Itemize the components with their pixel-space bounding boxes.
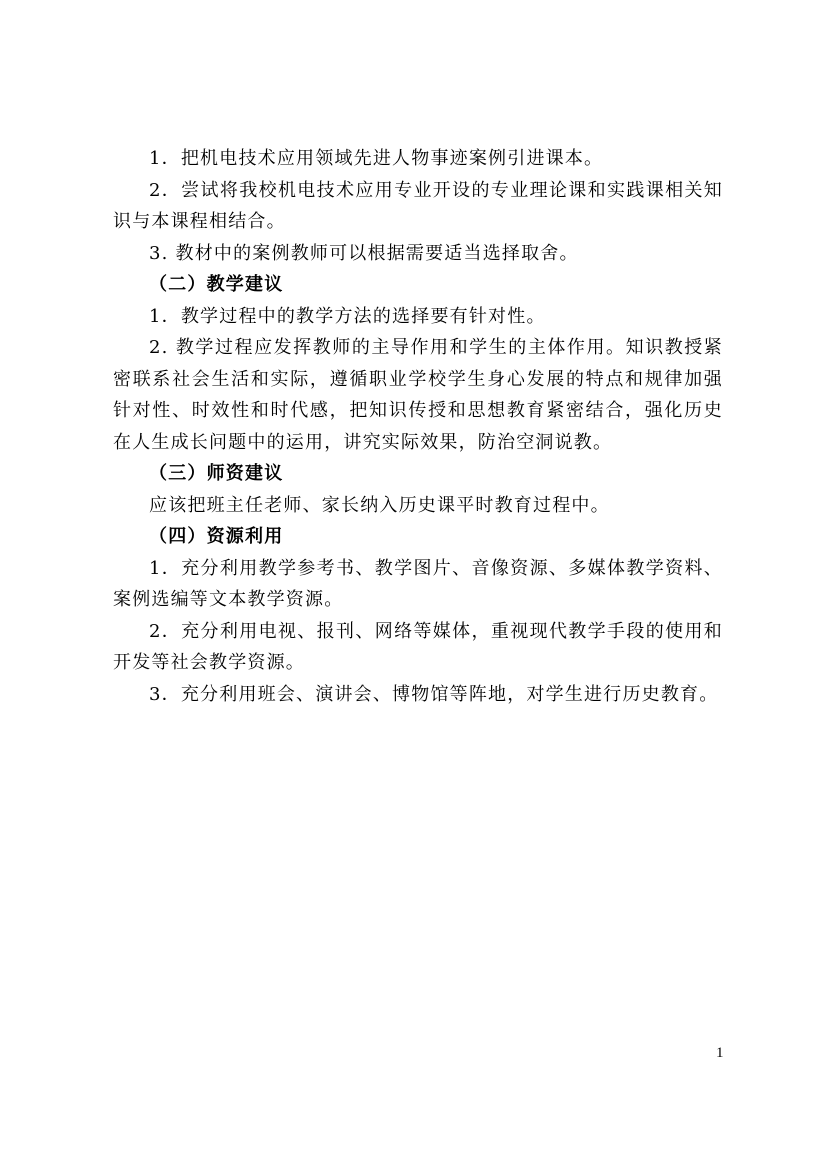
paragraph-1: 1．把机电技术应用领域先进人物事迹案例引进课本。	[149, 148, 604, 169]
section-heading-resource-utilization: （四）资源利用	[149, 526, 284, 547]
paragraph-5: 2. 教学过程应发挥教师的主导作用和学生的主体作用。知识教授紧密联系社会生活和实际，遵循职业学校学生身心发展的特点和规律加强针对性、时效性和时代感，把知识传授和思想教育紧密结合，强化历史在人生成长问题中的运用，讲究实际效果，防治空洞说教。	[113, 337, 723, 453]
paragraph-9: 3．充分利用班会、演讲会、博物馆等阵地，对学生进行历史教育。	[149, 683, 719, 705]
paragraph-7: 1．充分利用教学参考书、教学图片、音像资源、多媒体教学资料、案例选编等文本教学资源。	[113, 557, 723, 610]
section-heading-teaching-suggestions: （二）教学建议	[149, 274, 284, 295]
paragraph-8: 2．充分利用电视、报刊、网络等媒体，重视现代教学手段的使用和开发等社会教学资源。	[113, 620, 723, 673]
page-number: 1	[716, 1045, 724, 1061]
paragraph-4: 1．教学过程中的教学方法的选择要有针对性。	[149, 305, 546, 327]
document-body	[113, 143, 723, 710]
paragraph-3: 3. 教材中的案例教师可以根据需要适当选择取舍。	[149, 242, 579, 264]
section-heading-teacher-suggestions: （三）师资建议	[149, 463, 284, 484]
paragraph-6: 应该把班主任老师、家长纳入历史课平时教育过程中。	[149, 494, 610, 516]
paragraph-2: 2．尝试将我校机电技术应用专业开设的专业理论课和实践课相关知识与本课程相结合。	[113, 179, 723, 232]
